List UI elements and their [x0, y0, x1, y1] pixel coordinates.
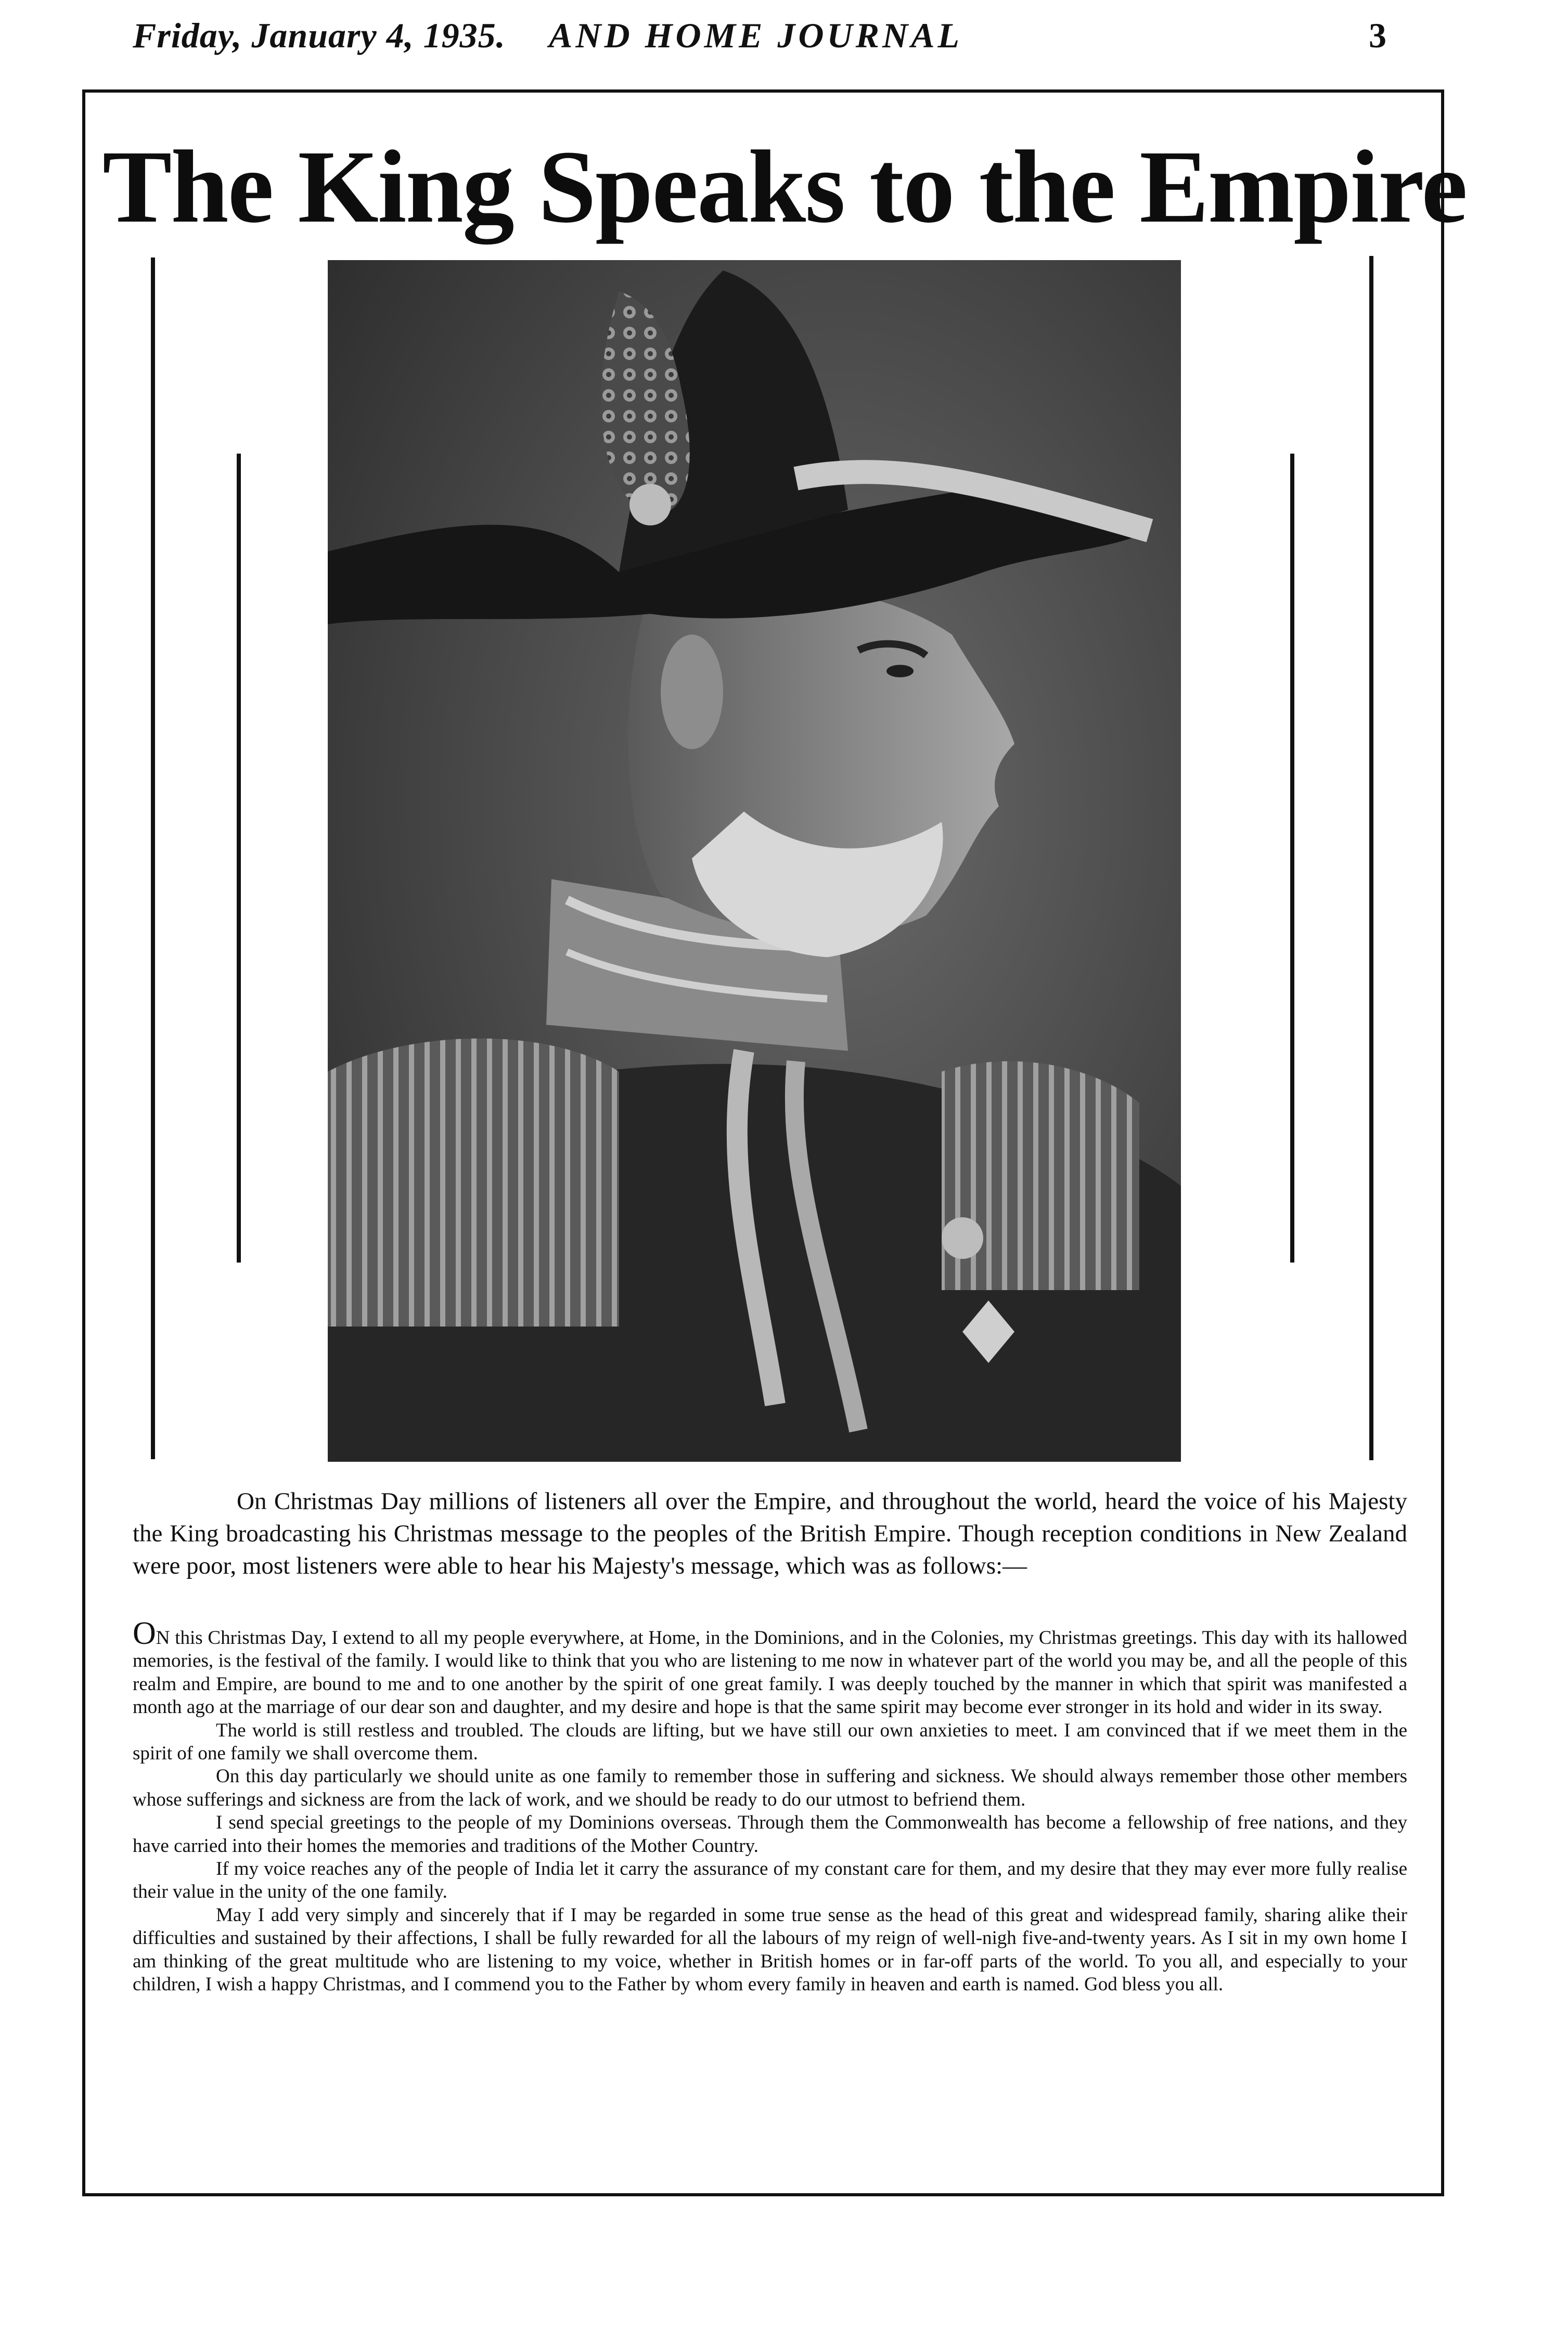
message-paragraph	[133, 1616, 1407, 1719]
message-paragraph: If my voice reaches any of the people of India let it carry the assurance of my constant care for them, and my desire that they may ever more fully realise their value in the unity of the one family.	[133, 1858, 1407, 1903]
journal-name: AND HOME JOURNAL	[549, 16, 962, 55]
left-inner-rule	[237, 454, 241, 1263]
message-paragraph: May I add very simply and sincerely that if I may be regarded in some true sense as the head of this great and widespread family, sharing alike their difficulties and sustained by their affections, I shall be fully rewarded for all the labours of my reign of well-nigh five-and-twenty years. As I sit in my own home I am thinking of the great multitude who are listening to my voice, whether in British homes or in far-off parts of the world. To you all, and especially to your children, I wish a happy Christmas, and I commend you to the Father by whom every family in heaven and earth is named. God bless you all.	[133, 1904, 1407, 1996]
headline: The King Speaks to the Empire	[102, 130, 1467, 244]
portrait-photo-icon	[328, 260, 1181, 1462]
issue-date: Friday, January 4, 1935.	[133, 16, 506, 55]
message-paragraph: The world is still restless and troubled. The clouds are lifting, but we have still our own anxieties to meet. I am convinced that if we meet them in the spirit of one family we shall overcome them.	[133, 1719, 1407, 1765]
right-inner-rule	[1290, 454, 1294, 1263]
message-paragraph: I send special greetings to the people of my Dominions overseas. Through them the Commonwealth has become a fellowship of free nations, and they have carried into their homes the memories and traditions of the Mother Country.	[133, 1812, 1407, 1857]
running-head	[133, 9, 1386, 61]
page-number: 3	[1369, 16, 1386, 55]
portrait-photo	[328, 260, 1181, 1462]
right-outer-rule	[1369, 256, 1373, 1460]
drop-cap: O	[133, 1616, 156, 1651]
message-paragraph-text: N this Christmas Day, I extend to all my people everywhere, at Home, in the Dominions, and in the Colonies, my Christmas greetings. This day with its hallowed memories, is the festival of the family. I would like to think that you who are listening to me now in whatever part of the world you may be, and all the people of this realm and Empire, are bound to me and to one another by the spirit of one great family. I was deeply touched by the manner in which that spirit was manifested a month ago at the marriage of our dear son and daughter, and my desire and hope is that the same spirit may become ever stronger in its hold and wider in its sway.	[133, 1627, 1407, 1718]
left-outer-rule	[151, 258, 155, 1459]
message-paragraph: On this day particularly we should unite as one family to remember those in suffering and sickness. We should always remember those other members whose sufferings and sickness are from the lack of work, and we should be ready to do our utmost to befriend them.	[133, 1766, 1407, 1810]
article-intro: On Christmas Day millions of listeners all over the Empire, and throughout the world, heard the voice of his Majesty the King broadcasting his Christmas message to the peoples of the British Empire. Though reception conditions in New Zealand were poor, most listeners were able to hear his Majesty's message, which was as follows:—	[133, 1488, 1407, 1579]
christmas-message	[133, 1616, 1407, 1997]
